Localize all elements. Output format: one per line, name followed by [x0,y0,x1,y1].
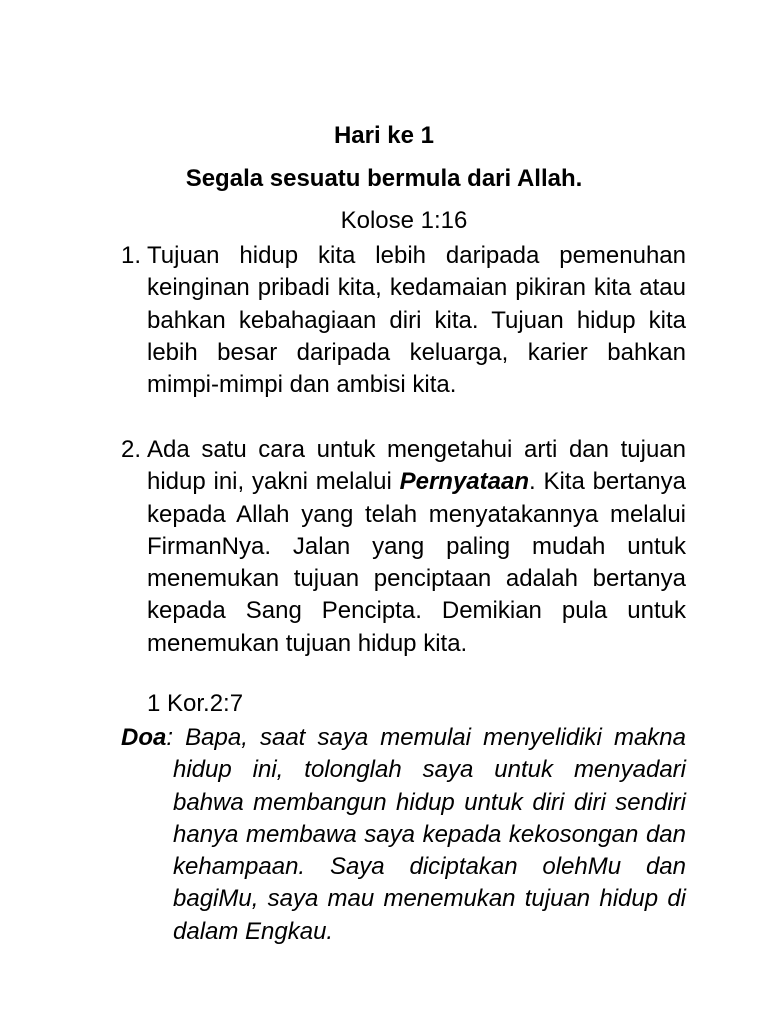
day-heading: Hari ke 1 [333,122,435,149]
prayer-text: Bapa, saat saya memulai menyelidiki makna hidup ini, tolonglah saya untuk menyadari bahwa membangun hidup untuk diri diri sendiri hanya membawa saya kepada kekosongan dan kehampaan. Saya diciptakan olehMu dan bagiMu, saya mau menemukan tujuan hidup di dalam Engkau. [173,724,686,945]
list-text-2 [147,434,686,660]
prayer-label: Doa [121,724,167,751]
point-2-reference: 1 Kor.2:7 [147,690,244,717]
list-number-1: 1. [121,242,142,269]
list-number-2: 2. [121,436,142,463]
prayer-paragraph [121,722,686,948]
list-text-2-after: . Kita bertanya kepada Allah yang telah menyatakannya melalui FirmanNya. Jalan yang paling mudah untuk menemukan tujuan penciptaan adalah bertanya kepada Sang Pencipta. Demikian pula untuk menemukan tujuan hidup kita. [147,468,686,657]
emphasis-word: Pernyataan [399,468,529,496]
devotional-title: Segala sesuatu bermula dari Allah. [185,165,583,192]
list-text-1: Tujuan hidup kita lebih daripada pemenuhan keinginan pribadi kita, kedamaian pikiran kita atau bahkan kebahagiaan diri kita. Tujuan hidup kita lebih besar daripada keluarga, karier bahkan mimpi-mimpi dan ambisi kita. [147,242,686,399]
list-text-2-before: Ada satu cara untuk mengetahui arti dan tujuan hidup ini, yakni melalui [147,436,686,496]
list-item-2 [121,434,686,660]
list-item-1 [121,240,686,401]
scripture-reference: Kolose 1:16 [340,207,468,234]
prayer-separator: : [166,724,174,751]
